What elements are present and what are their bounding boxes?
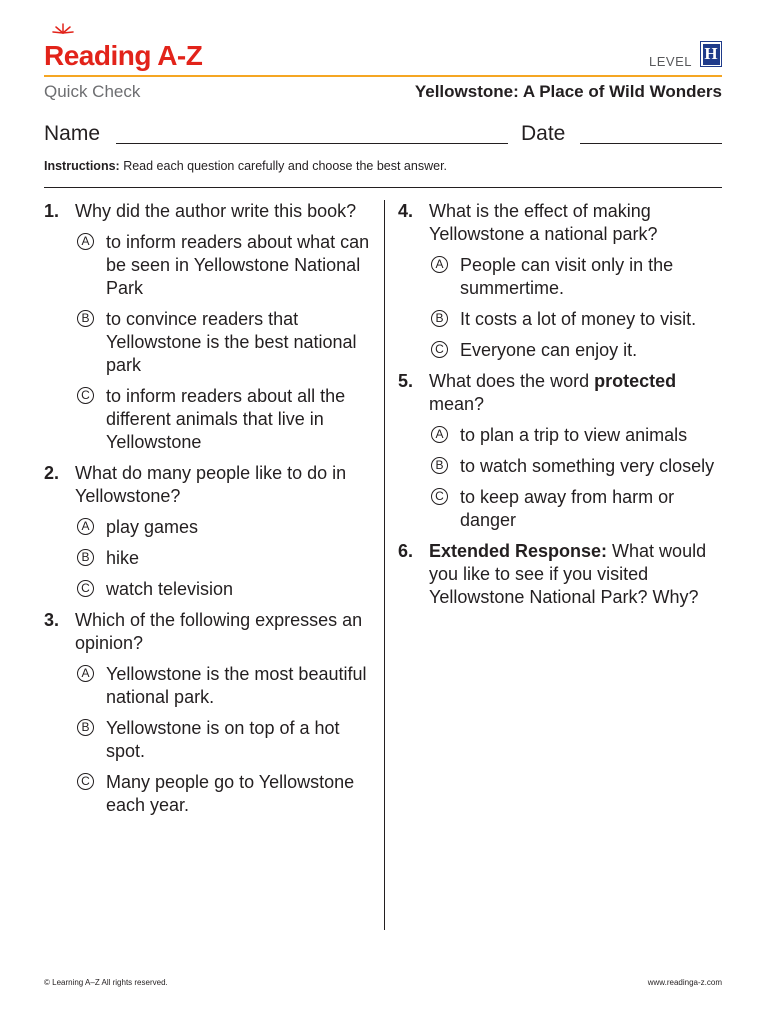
option-bubble-b[interactable]: B: [77, 310, 94, 327]
question-number: 4.: [398, 201, 414, 221]
option-bubble-b[interactable]: B: [431, 310, 448, 327]
header-rule: [44, 75, 722, 77]
option-bubble-a[interactable]: A: [77, 665, 94, 682]
answer-option[interactable]: [75, 385, 374, 454]
option-bubble-b[interactable]: B: [431, 457, 448, 474]
option-bubble-a[interactable]: A: [77, 518, 94, 535]
option-text: Yellowstone is the most beautiful national park.: [106, 664, 367, 707]
question-number: 3.: [44, 610, 60, 630]
instructions-rule: [44, 187, 722, 188]
sun-icon: [52, 22, 74, 34]
question-5: [398, 370, 728, 532]
option-text: to inform readers about what can be seen in Yellowstone National Park: [106, 232, 370, 298]
answer-option[interactable]: [429, 486, 728, 532]
option-text: play games: [106, 517, 199, 537]
answer-option[interactable]: [429, 339, 728, 362]
question-text-start: What does the word: [429, 371, 595, 391]
answer-option[interactable]: [429, 254, 728, 300]
question-number: 2.: [44, 463, 60, 483]
question-number: 6.: [398, 541, 414, 561]
question-2: [44, 462, 374, 601]
name-field[interactable]: [116, 143, 508, 144]
option-bubble-b[interactable]: B: [77, 719, 94, 736]
instructions: [44, 159, 447, 173]
option-bubble-c[interactable]: C: [431, 488, 448, 505]
level-badge: [700, 41, 722, 67]
name-date-row: [44, 122, 722, 146]
answer-option[interactable]: [75, 308, 374, 377]
level-value: H: [704, 43, 718, 63]
answer-option[interactable]: [429, 308, 728, 331]
option-text: watch television: [106, 579, 234, 599]
answer-option[interactable]: [75, 771, 374, 817]
question-text-end: What would you like to see if you visited Yellowstone National Park? Why?: [429, 541, 707, 607]
logo-text: Reading A-Z: [44, 40, 203, 71]
option-text: Yellowstone is on top of a hot spot.: [106, 718, 340, 761]
reading-az-logo: [44, 34, 202, 70]
date-label: Date: [521, 122, 566, 145]
option-bubble-c[interactable]: C: [77, 387, 94, 404]
option-text: to inform readers about all the different animals that live in Yellowstone: [106, 386, 346, 452]
option-bubble-b[interactable]: B: [77, 549, 94, 566]
option-bubble-c[interactable]: C: [77, 773, 94, 790]
answer-option[interactable]: [75, 663, 374, 709]
column-divider: [384, 200, 385, 930]
question-text: [429, 370, 728, 416]
question-6: [398, 540, 728, 609]
answer-option[interactable]: [75, 578, 374, 601]
question-text: What do many people like to do in Yellowstone?: [75, 463, 347, 506]
question-number: 5.: [398, 371, 414, 391]
question-4: [398, 200, 728, 362]
copyright: © Learning A–Z All rights reserved.: [44, 978, 168, 987]
question-3: [44, 609, 374, 817]
question-1: [44, 200, 374, 454]
answer-option[interactable]: [75, 717, 374, 763]
question-text-end: mean?: [429, 394, 485, 414]
level-label: LEVEL: [649, 54, 692, 69]
book-title: Yellowstone: A Place of Wild Wonders: [414, 82, 722, 101]
right-column: [398, 200, 728, 617]
vocabulary-word: protected: [594, 371, 677, 391]
option-text: to watch something very closely: [460, 456, 715, 476]
instructions-label: Instructions:: [44, 159, 120, 173]
website-link[interactable]: www.readinga-z.com: [647, 978, 722, 987]
answer-option[interactable]: [429, 455, 728, 478]
question-text: [429, 540, 728, 609]
name-label: Name: [44, 122, 101, 145]
option-text: to convince readers that Yellowstone is the best national park: [106, 309, 357, 375]
option-text: to keep away from harm or danger: [460, 487, 675, 530]
answer-option[interactable]: [429, 424, 728, 447]
question-text: Which of the following expresses an opinion?: [75, 610, 363, 653]
answer-option[interactable]: [75, 547, 374, 570]
left-column: [44, 200, 374, 825]
option-bubble-c[interactable]: C: [431, 341, 448, 358]
instructions-text: Read each question carefully and choose the best answer.: [123, 159, 448, 173]
answer-option[interactable]: [75, 231, 374, 300]
option-text: It costs a lot of money to visit.: [460, 309, 697, 329]
option-text: Everyone can enjoy it.: [460, 340, 638, 360]
date-field[interactable]: [580, 143, 722, 144]
option-bubble-c[interactable]: C: [77, 580, 94, 597]
quick-check-label: Quick Check: [44, 82, 141, 101]
answer-option[interactable]: [75, 516, 374, 539]
question-text: Why did the author write this book?: [75, 201, 357, 221]
option-bubble-a[interactable]: A: [431, 426, 448, 443]
option-text: to plan a trip to view animals: [460, 425, 688, 445]
option-text: hike: [106, 548, 140, 568]
option-text: People can visit only in the summertime.: [460, 255, 674, 298]
option-bubble-a[interactable]: A: [431, 256, 448, 273]
extended-response-label: Extended Response:: [429, 541, 608, 561]
question-text: What is the effect of making Yellowstone a national park?: [429, 201, 658, 244]
option-text: Many people go to Yellowstone each year.: [106, 772, 355, 815]
question-number: 1.: [44, 201, 60, 221]
option-bubble-a[interactable]: A: [77, 233, 94, 250]
